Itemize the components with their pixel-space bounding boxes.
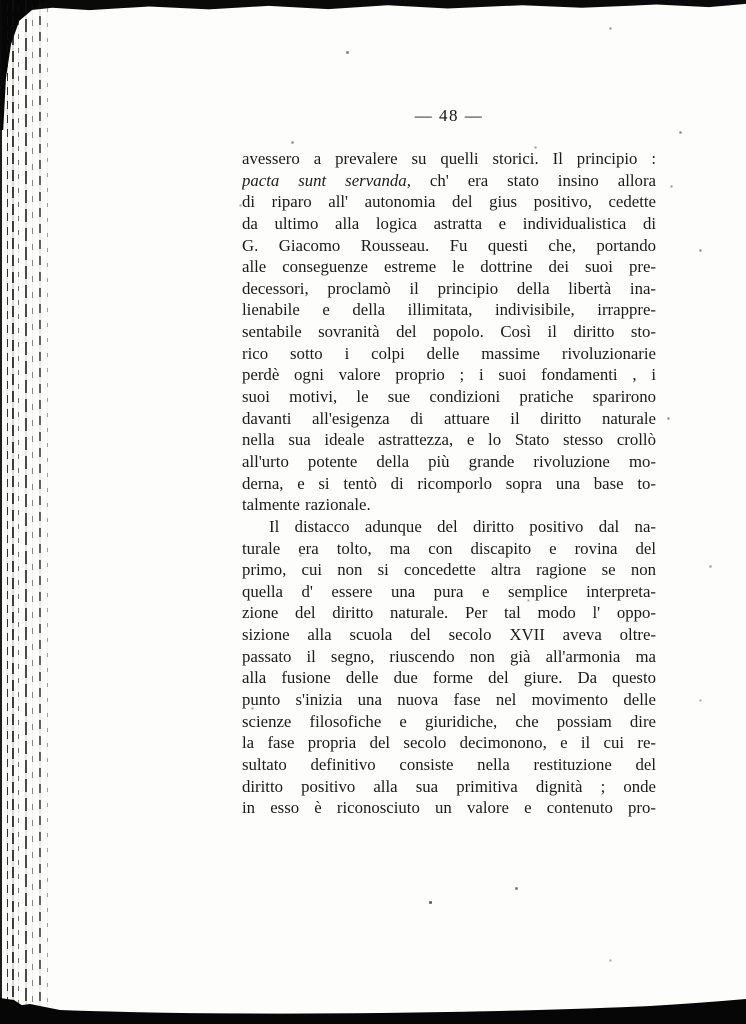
text-segment: alle conseguenze estreme le dottrine dei suoi pre- [242, 257, 656, 277]
text-segment: in esso è riconosciuto un valore e contenuto pro- [242, 798, 656, 818]
scan-artifact-binding-edge [0, 0, 54, 1024]
text-line [242, 776, 656, 798]
text-line [242, 451, 656, 473]
text-line [242, 408, 656, 430]
text-segment: derna, e si tentò di ricomporlo sopra una base to- [242, 473, 656, 493]
text-segment: scienze filosofiche e giuridiche, che possiam dire [242, 711, 656, 731]
text-line [242, 516, 656, 538]
paragraph [242, 516, 656, 819]
text-line [242, 321, 656, 343]
text-line [242, 754, 656, 776]
text-segment: all'urto potente della più grande rivoluzione mo- [242, 451, 656, 471]
italic-text-segment: pacta sunt servanda, [242, 170, 411, 190]
text-line [242, 278, 656, 300]
text-segment: turale era tolto, ma con discapito e rovina del [242, 538, 656, 558]
text-segment: Il distacco adunque del diritto positivo dal na- [269, 516, 656, 536]
text-segment: lienabile e della illimitata, indivisibile, irrappre- [242, 300, 656, 320]
paragraph [242, 148, 656, 516]
text-line [242, 170, 656, 192]
text-line [242, 646, 656, 668]
text-segment: talmente razionale. [242, 495, 371, 515]
scan-artifact-specks [0, 0, 1, 1]
text-line [242, 602, 656, 624]
text-segment: nella sua ideale astrattezza, e lo Stato stesso crollò [242, 430, 656, 450]
text-line [242, 538, 656, 560]
text-line [242, 191, 656, 213]
text-line [242, 624, 656, 646]
text-segment: perdè ogni valore proprio ; i suoi fondamenti , i [242, 365, 656, 385]
text-line [242, 667, 656, 689]
text-line [242, 689, 656, 711]
text-line [242, 429, 656, 451]
text-segment: passato il segno, riuscendo non già all'armonia ma [242, 646, 656, 666]
text-segment: sentabile sovranità del popolo. Così il diritto sto- [242, 322, 656, 342]
text-line [242, 343, 656, 365]
text-segment: punto s'inizia una nuova fase nel movimento delle [242, 690, 656, 710]
text-line [242, 559, 656, 581]
text-segment: zione del diritto naturale. Per tal modo l' oppo- [242, 603, 656, 623]
scan-artifact-top-edge [0, 0, 746, 13]
page-number: — 48 — [414, 106, 484, 125]
text-line [242, 213, 656, 235]
text-segment: da ultimo alla logica astratta e individualistica di [242, 213, 656, 233]
text-segment: ch' era stato insino allora [410, 170, 656, 190]
text-line [242, 732, 656, 754]
text-line [242, 473, 656, 495]
text-segment: sizione alla scuola del secolo XVII aveva oltre- [242, 625, 656, 645]
scan-artifact-bottom-edge [0, 998, 746, 1024]
text-line [242, 364, 656, 386]
text-segment: davanti all'esigenza di attuare il diritto naturale [242, 408, 656, 428]
text-segment: diritto positivo alla sua primitiva dignità ; onde [242, 776, 656, 796]
text-segment: rico sotto i colpi delle massime rivoluzionarie [242, 343, 656, 363]
text-line [242, 256, 656, 278]
text-line [242, 797, 656, 819]
text-block [242, 148, 656, 819]
text-segment: sultato definitivo consiste nella restituzione del [242, 754, 656, 774]
text-line [242, 711, 656, 733]
text-line [242, 581, 656, 603]
text-segment: avessero a prevalere su quelli storici. Il principio : [242, 149, 656, 168]
text-line [242, 235, 656, 257]
text-segment: suoi motivi, le sue condizioni pratiche sparirono [242, 387, 656, 407]
text-segment: quella d' essere una pura e semplice interpreta- [242, 581, 656, 601]
text-segment: primo, cui non si concedette altra ragione se non [242, 560, 656, 580]
text-line [242, 386, 656, 408]
text-segment: la fase propria del secolo decimonono, e il cui re- [242, 733, 656, 753]
text-segment: decessori, proclamò il principio della libertà ina- [242, 278, 656, 298]
text-line [242, 299, 656, 321]
text-line [242, 494, 656, 516]
text-segment: di riparo all' autonomia del gius positivo, cedette [242, 192, 656, 212]
text-line [242, 148, 656, 170]
text-segment: G. Giacomo Rousseau. Fu questi che, portando [242, 235, 656, 255]
text-segment: alla fusione delle due forme del giure. Da questo [242, 668, 656, 688]
